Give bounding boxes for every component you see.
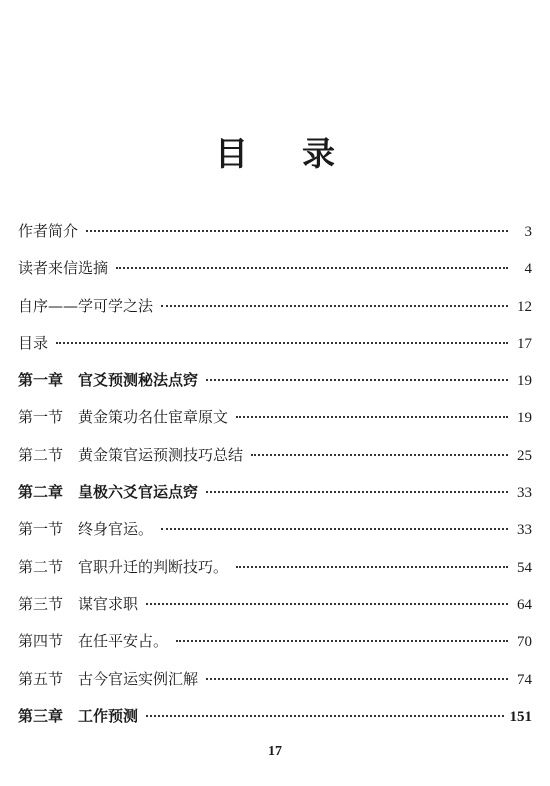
toc-entry-page: 19 (517, 410, 532, 427)
dot-leader (146, 715, 503, 717)
dot-leader (236, 566, 508, 568)
toc-entry-label: 自序——学可学之法 (18, 296, 154, 315)
toc-entry (18, 331, 532, 368)
toc-entry-label: 第一节 终身官运。 (18, 520, 154, 539)
dot-leader (206, 678, 508, 680)
toc-entry-page: 64 (517, 596, 532, 613)
dot-leader (206, 379, 508, 381)
dot-leader (236, 416, 508, 418)
toc-entry-page: 74 (517, 671, 532, 688)
toc-entry (18, 256, 532, 293)
dot-leader (146, 603, 508, 605)
toc-entry-label: 第一章 官爻预测秘法点窍 (18, 371, 199, 390)
toc-entry-page: 25 (517, 447, 532, 464)
toc-section-entry (18, 629, 532, 666)
toc-entry-label: 第二节 黄金策官运预测技巧总结 (18, 445, 244, 464)
toc-entry-page: 54 (517, 559, 532, 576)
page-title: 目录 (215, 134, 389, 174)
toc-entry-label: 第二章 皇极六爻官运点窍 (18, 483, 199, 502)
table-of-contents (18, 219, 532, 741)
toc-entry-page: 4 (524, 261, 532, 278)
dot-leader (206, 491, 508, 493)
toc-entry-label: 第三节 谋官求职 (18, 594, 139, 613)
dot-leader (161, 305, 508, 307)
toc-section-entry (18, 592, 532, 629)
dot-leader (161, 528, 508, 530)
toc-section-entry (18, 443, 532, 480)
toc-chapter-entry (18, 480, 532, 517)
toc-entry-page: 33 (517, 485, 532, 502)
dot-leader (86, 230, 508, 232)
toc-entry-page: 33 (517, 522, 532, 539)
toc-entry-label: 读者来信选摘 (18, 259, 109, 278)
toc-entry-page: 70 (517, 634, 532, 651)
toc-entry-label: 第五节 古今官运实例汇解 (18, 669, 199, 688)
toc-entry-page: 3 (524, 224, 532, 240)
toc-entry-label: 目录 (18, 333, 49, 352)
toc-entry-label: 第二节 官职升迁的判断技巧。 (18, 557, 229, 576)
dot-leader (251, 454, 508, 456)
toc-entry-page: 19 (517, 373, 532, 390)
dot-leader (56, 342, 508, 344)
toc-entry-page: 17 (517, 335, 532, 352)
dot-leader (116, 267, 508, 269)
toc-entry-label: 第一节 黄金策功名仕宦章原文 (18, 408, 229, 427)
toc-entry (18, 219, 532, 256)
toc-chapter-entry (18, 704, 532, 741)
toc-section-entry (18, 405, 532, 442)
page-number: 17 (268, 744, 282, 759)
toc-section-entry (18, 517, 532, 554)
toc-entry-label: 第三章 工作预测 (18, 706, 139, 725)
toc-entry-page: 151 (509, 708, 532, 725)
toc-chapter-entry (18, 368, 532, 405)
toc-entry-page: 12 (517, 298, 532, 315)
toc-section-entry (18, 667, 532, 704)
dot-leader (176, 640, 508, 642)
toc-entry-label: 作者简介 (18, 222, 79, 240)
toc-entry (18, 294, 532, 331)
toc-entry-label: 第四节 在任平安占。 (18, 632, 169, 651)
toc-section-entry (18, 555, 532, 592)
